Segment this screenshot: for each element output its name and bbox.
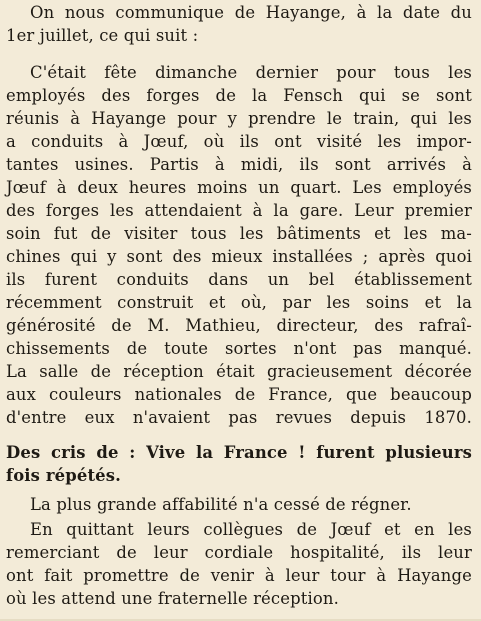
text-line: soin fut de visiter tous les bâtiments et les ma- [6, 224, 472, 243]
text-line: générosité de M. Mathieu, directeur, des rafraî- [6, 316, 472, 335]
text-line: En quittant leurs collègues de Jœuf et en les [30, 520, 472, 539]
text-line: employés des forges de la Fensch qui se sont [6, 86, 472, 105]
text-line: La plus grande affabilité n'a cessé de régner. [30, 495, 412, 514]
text-line: Des cris de : Vive la France ! furent plusieurs [6, 443, 472, 462]
text-line: des forges les attendaient à la gare. Leur premier [6, 201, 472, 220]
text-line: remerciant de leur cordiale hospitalité, ils leur [6, 543, 472, 562]
text-line: tantes usines. Partis à midi, ils sont arrivés à [6, 155, 472, 174]
text-line: chissements de toute sortes n'ont pas manqué. [6, 339, 472, 358]
text-line: ils furent conduits dans un bel établissement [6, 270, 472, 289]
text-line: C'était fête dimanche dernier pour tous les [30, 63, 472, 82]
text-line: récemment construit et où, par les soins et la [6, 293, 472, 312]
text-line: aux couleurs nationales de France, que beaucoup [6, 385, 472, 404]
text-line: fois répétés. [6, 466, 121, 485]
text-line: où les attend une fraternelle réception. [6, 589, 339, 608]
text-line: chines qui y sont des mieux installées ; après quoi [6, 247, 472, 266]
text-line: 1er juillet, ce qui suit : [6, 26, 199, 45]
text-line: La salle de réception était gracieusement décorée [6, 362, 472, 381]
text-line: a conduits à Jœuf, où ils ont visité les impor- [6, 132, 472, 151]
text-line: d'entre eux n'avaient pas revues depuis 1870. [6, 408, 472, 427]
text-line: Jœuf à deux heures moins un quart. Les employés [6, 178, 472, 197]
text-line: On nous communique de Hayange, à la date du [30, 3, 472, 22]
text-line: réunis à Hayange pour y prendre le train, qui les [6, 109, 472, 128]
text-line: ont fait promettre de venir à leur tour à Hayange [6, 566, 472, 585]
